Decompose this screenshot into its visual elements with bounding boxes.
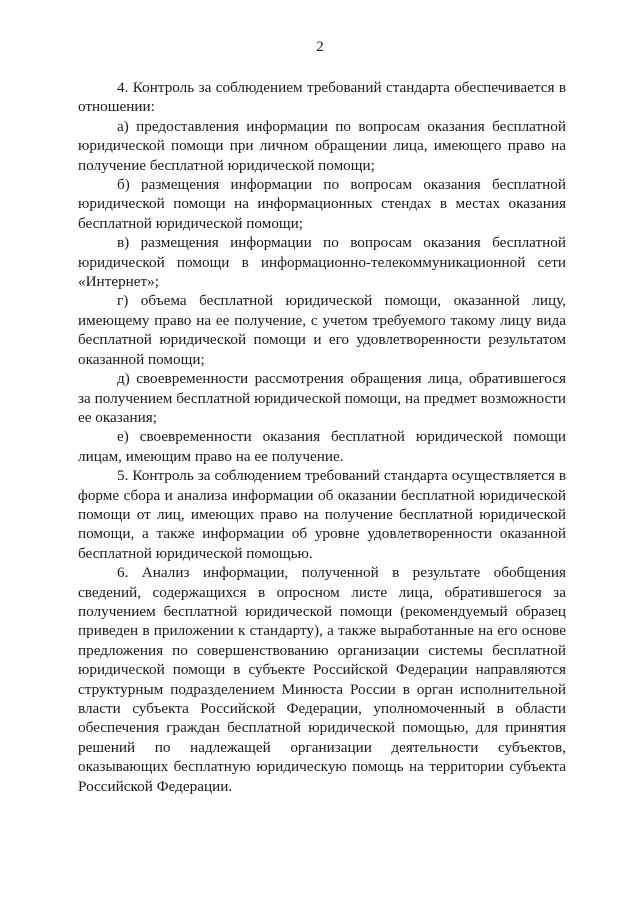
paragraph-4d: д) своевременности рассмотрения обращения лица, обратившегося за получением бесплатной юридической помощи, на предмет возможности ее оказания; bbox=[78, 370, 566, 426]
paragraph-4v: в) размещения информации по вопросам оказания бесплатной юридической помощи в информационно-телекоммуникационной сети «Интернет»; bbox=[78, 234, 566, 291]
paragraph-4e: е) своевременности оказания бесплатной юридической помощи лицам, имеющим право на ее получение. bbox=[78, 428, 566, 465]
paragraph-4g: г) объема бесплатной юридической помощи, оказанной лицу, имеющему право на ее получение, с учетом требуемого такому лицу вида бесплатной юридической помощи и его удовлетворенности результатом оказанной помощи; bbox=[78, 292, 566, 368]
paragraph-6: 6. Анализ информации, полученной в результате обобщения сведений, содержащихся в опросном листе лица, обратившегося за получением бесплатной юридической помощи (рекомендуемый образец приведен в приложении к стандарту), а также выработанные на его основе предложения по совершенствованию организации системы бесплатной юридической помощи в субъекте Российской Федерации направляются структурным подразделением Минюста России в орган исполнительной власти субъекта Российской Федерации, уполномоченный в области обеспечения граждан бесплатной юридической помощью, для принятия решений по надлежащей организации деятельности субъектов, оказывающих бесплатную юридическую помощь на территории субъекта Российской Федерации. bbox=[78, 564, 566, 795]
paragraph-4b: б) размещения информации по вопросам оказания бесплатной юридической помощи на информационных стендах в местах оказания бесплатной юридической помощи; bbox=[78, 176, 566, 232]
paragraph-4-intro: 4. Контроль за соблюдением требований стандарта обеспечивается в отношении: bbox=[78, 79, 566, 116]
paragraph-5: 5. Контроль за соблюдением требований стандарта осуществляется в форме сбора и анализа информации об оказании бесплатной юридической помощи от лиц, имеющих право на получение бесплатной юридической помощи, а также информации об уровне удовлетворенности оказанной бесплатной юридической помощью. bbox=[78, 467, 566, 562]
document-body bbox=[78, 78, 566, 796]
page-number: 2 bbox=[316, 39, 324, 55]
paragraph-4a: а) предоставления информации по вопросам оказания бесплатной юридической помощи при личном обращении лица, имеющего право на получение бесплатной юридической помощи; bbox=[78, 117, 566, 174]
